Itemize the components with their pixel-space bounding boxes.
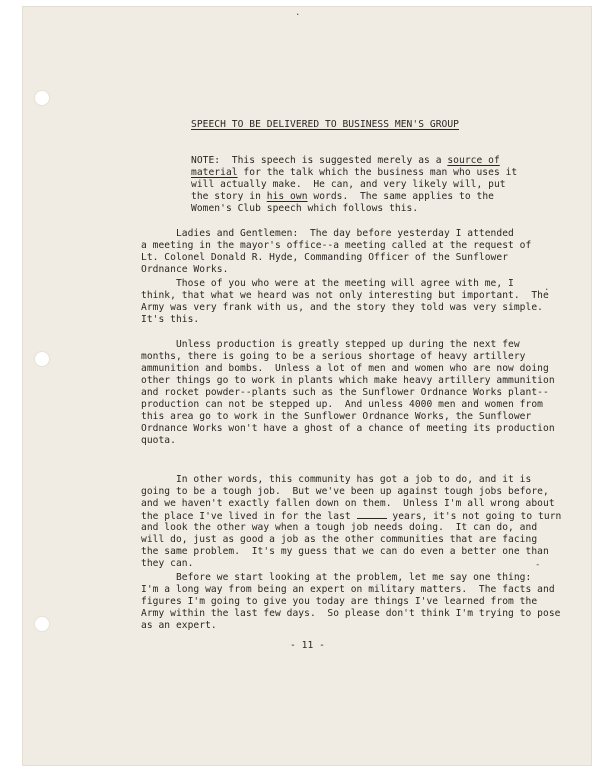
text-line: figures I'm going to give you today are things I've learned from the xyxy=(141,596,538,607)
blank-underline xyxy=(357,510,387,519)
text-line: Those of you who were at the meeting will agree with me, I xyxy=(141,278,514,289)
punch-hole-bottom xyxy=(35,617,49,631)
text-line: and we haven't exactly fallen down on them. Unless I'm all wrong about xyxy=(141,498,555,509)
page-number: - 11 - xyxy=(290,640,325,651)
text-line: It's this. xyxy=(141,314,200,325)
line-text: years, it's not going to turn xyxy=(386,511,562,522)
note-line: will actually make. He can, and very likely will, put xyxy=(191,179,506,190)
note-line: Women's Club speech which follows this. xyxy=(191,203,419,214)
line-text: the place I've lived in for the last xyxy=(141,511,357,522)
text-line: and look the other way when a tough job needs doing. It can do, and xyxy=(141,522,538,533)
text-line: quota. xyxy=(141,435,176,446)
text-line: they can. xyxy=(141,558,194,569)
note-underlined: material xyxy=(191,167,238,178)
text-line: I'm a long way from being an expert on military matters. The facts and xyxy=(141,584,555,595)
text-line: production can not be stepped up. And unless 4000 men and women from xyxy=(141,399,543,410)
text-line: as an expert. xyxy=(141,620,217,631)
text-line: Ordnance Works. xyxy=(141,264,229,275)
punch-hole-middle xyxy=(35,352,49,366)
text-line: months, there is going to be a serious shortage of heavy artillery xyxy=(141,351,526,362)
text-line: Ordnance Works won't have a ghost of a chance of meeting its production xyxy=(141,423,555,434)
note-text: the story in xyxy=(191,191,267,202)
stray-mark-right: . xyxy=(544,283,550,293)
text-line: Ladies and Gentlemen: The day before yesterday I attended xyxy=(141,228,514,239)
note-line xyxy=(191,155,500,167)
text-line: Before we start looking at the problem, let me say one thing: xyxy=(141,572,532,583)
text-line: the same problem. It's my guess that we can do even a better one than xyxy=(141,546,549,557)
text-line: other things go to work in plants which make heavy artillery ammunition xyxy=(141,375,555,386)
punch-hole-top xyxy=(35,91,49,105)
text-line: Lt. Colonel Donald R. Hyde, Commanding Officer of the Sunflower xyxy=(141,252,509,263)
note-line xyxy=(191,191,494,203)
text-line: this area go to work in the Sunflower Ordnance Works, the Sunflower xyxy=(141,411,532,422)
text-line: In other words, this community has got a job to do, and it is xyxy=(141,474,532,485)
stray-mark-top: . xyxy=(295,8,301,18)
note-text: words. The same applies to the xyxy=(307,191,494,202)
text-line: ammunition and bombs. Unless a lot of men and women who are now doing xyxy=(141,363,549,374)
note-underlined: his own xyxy=(266,191,308,202)
note-text: NOTE: This speech is suggested merely as a xyxy=(191,155,448,166)
text-line: and rocket powder--plants such as the Sunflower Ordnance Works plant-- xyxy=(141,387,549,398)
text-line: think, that what we heard was not only interesting but important. The xyxy=(141,290,549,301)
stray-mark-right-2: - xyxy=(535,560,541,570)
note-underlined: source of xyxy=(447,155,500,166)
text-line: Army was very frank with us, and the story they told was very simple. xyxy=(141,302,543,313)
text-line: Army within the last few days. So please don't think I'm trying to pose xyxy=(141,608,561,619)
document-title: SPEECH TO BE DELIVERED TO BUSINESS MEN'S GROUP xyxy=(191,119,459,130)
note-text: for the talk which the business man who uses it xyxy=(237,167,518,178)
text-line: a meeting in the mayor's office--a meeting called at the request of xyxy=(141,240,532,251)
text-line: going to be a tough job. But we've been up against tough jobs before, xyxy=(141,486,549,497)
text-line: Unless production is greatly stepped up during the next few xyxy=(141,339,520,350)
note-line xyxy=(191,167,517,179)
text-line: will do, just as good a job as the other communities that are facing xyxy=(141,534,538,545)
